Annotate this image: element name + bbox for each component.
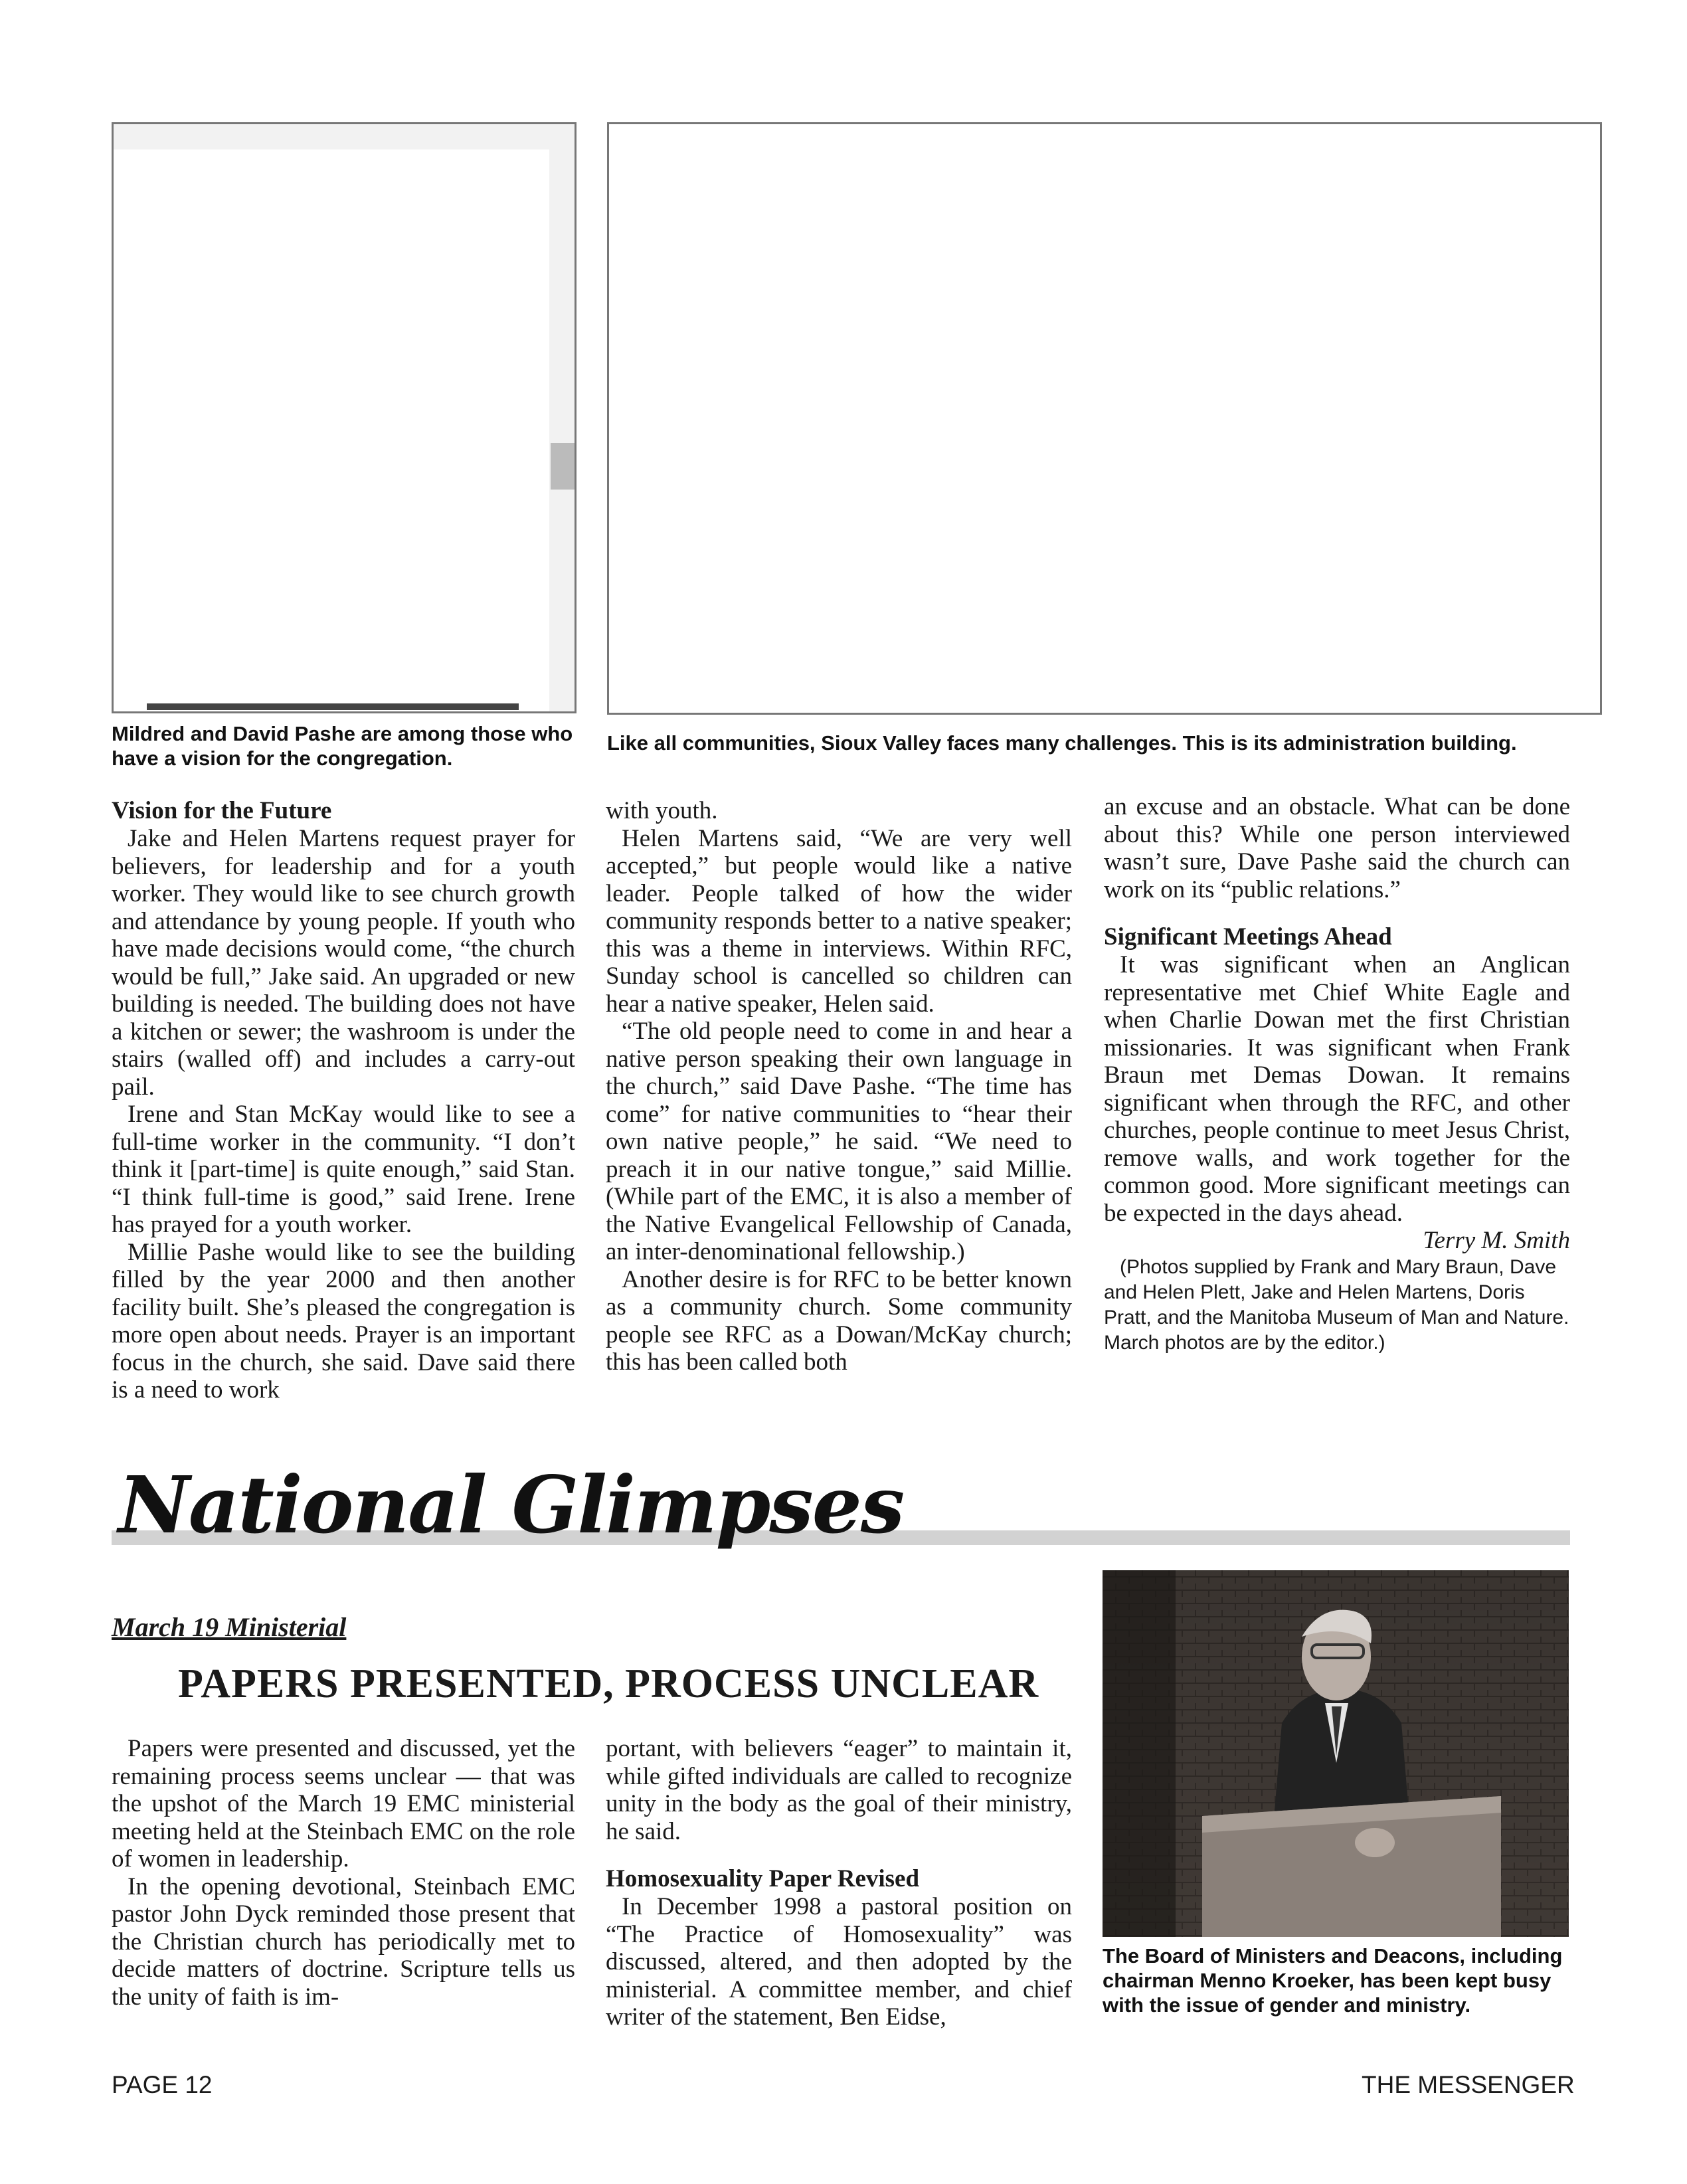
photo-detail-shadow bbox=[551, 443, 575, 490]
subhead-homosexuality-paper-revised: Homosexuality Paper Revised bbox=[606, 1865, 920, 1892]
photo-mildred-david-pashe bbox=[112, 122, 577, 713]
article-headline: PAPERS PRESENTED, PROCESS UNCLEAR bbox=[178, 1661, 1039, 1706]
shadow-left bbox=[1103, 1570, 1176, 1937]
paragraph: with youth. bbox=[606, 797, 718, 824]
article-column-1 bbox=[112, 797, 575, 1404]
photo-illustration bbox=[1103, 1570, 1569, 1937]
page-number: PAGE 12 bbox=[112, 2071, 213, 2098]
paragraph: Helen Martens said, “We are very well accepted,” but people would like a native leader. People talked of how the wider community responds better to a native speaker; this was a theme in interviews. Within RFC, Sunday school is cancelled so children can hear a native speaker, Helen said. bbox=[606, 824, 1072, 1018]
paragraph: portant, with believers “eager” to maintain it, while gifted individuals are called to recognize unity in the body as the goal of their ministry, he said. bbox=[606, 1735, 1072, 1845]
section-kicker: March 19 Ministerial bbox=[112, 1612, 347, 1642]
photo-detail-bar bbox=[147, 703, 519, 710]
paragraph: Jake and Helen Martens request prayer for believers, for leadership and for a youth worker. They would like to see church growth and attendance by young people. If youth who have made decisions would come, “the church would be full,” Jake said. An upgraded or new building is needed. The building does not have a kitchen or sewer; the washroom is under the stairs (walled off) and includes a carry-out pail. bbox=[112, 825, 575, 1101]
paragraph: “The old people need to come in and hear a native person speaking their own language in the church,” said Dave Pashe. “The time has come” for native communities to “hear their own native people,” he said. “We need to preach it in our native tongue,” said Millie. (While part of the EMC, it is also a member of the Native Evangelical Fellowship of Canada, an inter-denominational fellowship.) bbox=[606, 1018, 1072, 1265]
photo-credit: (Photos supplied by Frank and Mary Braun, Dave and Helen Plett, Jake and Helen Martens, Doris Pratt, and the Manitoba Museum of Man and Nature. March photos are by the editor.) bbox=[1104, 1255, 1569, 1354]
photo-caption-right: Like all communities, Sioux Valley faces many challenges. This is its administration building. bbox=[607, 731, 1517, 755]
paragraph: In December 1998 a pastoral position on “The Practice of Homosexuality” was discussed, altered, and then adopted by the ministerial. A committee member, and chief writer of the statement, Ben Eidse, bbox=[606, 1893, 1072, 2031]
paragraph: Papers were presented and discussed, yet the remaining process seems unclear — that was the upshot of the March 19 EMC ministerial meeting held at the Steinbach EMC on the role of women in leadership. bbox=[112, 1735, 575, 1872]
author-byline: Terry M. Smith bbox=[1423, 1227, 1570, 1254]
section-masthead: National Glimpses bbox=[118, 1459, 904, 1551]
section-column-2 bbox=[606, 1735, 1072, 2031]
photo-admin-building bbox=[607, 122, 1602, 715]
article-column-3 bbox=[1104, 793, 1570, 1356]
paragraph: Irene and Stan McKay would like to see a full-time worker in the community. “I don’t think it [part-time] is quite enough,” said Stan. “I think full-time is good,” said Irene. Irene has prayed for a youth worker. bbox=[112, 1101, 575, 1238]
paragraph: In the opening devotional, Steinbach EMC pastor John Dyck reminded those present that the Christian church has periodically met to decide matters of doctrine. Scripture tells us the unity of faith is im- bbox=[112, 1872, 575, 2011]
photo-caption-speaker: The Board of Ministers and Deacons, including chairman Menno Kroeker, has been kept busy with the issue of gender and ministry. bbox=[1103, 1944, 1563, 2017]
subhead-significant-meetings-ahead: Significant Meetings Ahead bbox=[1104, 923, 1392, 951]
article-column-2 bbox=[606, 797, 1072, 1376]
paragraph: It was significant when an Anglican representative met Chief White Eagle and when Charlie Dowan met the first Christian missionaries. It was significant when Frank Braun met Demas Dowan. It remains significant when through the RFC, and other churches, people continue to meet Jesus Christ, remove walls, and work together for the common good. More significant meetings can be expected in the days ahead. bbox=[1104, 951, 1570, 1227]
publication-name: THE MESSENGER bbox=[1362, 2071, 1575, 2098]
speaker-hand bbox=[1355, 1828, 1395, 1857]
paragraph: an excuse and an obstacle. What can be done about this? While one person interviewed wasn’t sure, Dave Pashe said the church can work on its “public relations.” bbox=[1104, 793, 1570, 903]
photo-caption-left: Mildred and David Pashe are among those who have a vision for the congregation. bbox=[112, 722, 573, 770]
subhead-vision-for-the-future: Vision for the Future bbox=[112, 797, 332, 824]
paragraph: Another desire is for RFC to be better known as a community church. Some community people see RFC as a Dowan/McKay church; this has been called both bbox=[606, 1265, 1072, 1376]
section-column-1 bbox=[112, 1735, 575, 2011]
photo-menno-kroeker-podium bbox=[1103, 1570, 1569, 1937]
photo-content-area bbox=[114, 149, 549, 711]
paragraph: Millie Pashe would like to see the building filled by the year 2000 and then another facility built. She’s pleased the congregation is more open about needs. Prayer is an important focus in the church, she said. Dave said there is a need to work bbox=[112, 1238, 575, 1404]
